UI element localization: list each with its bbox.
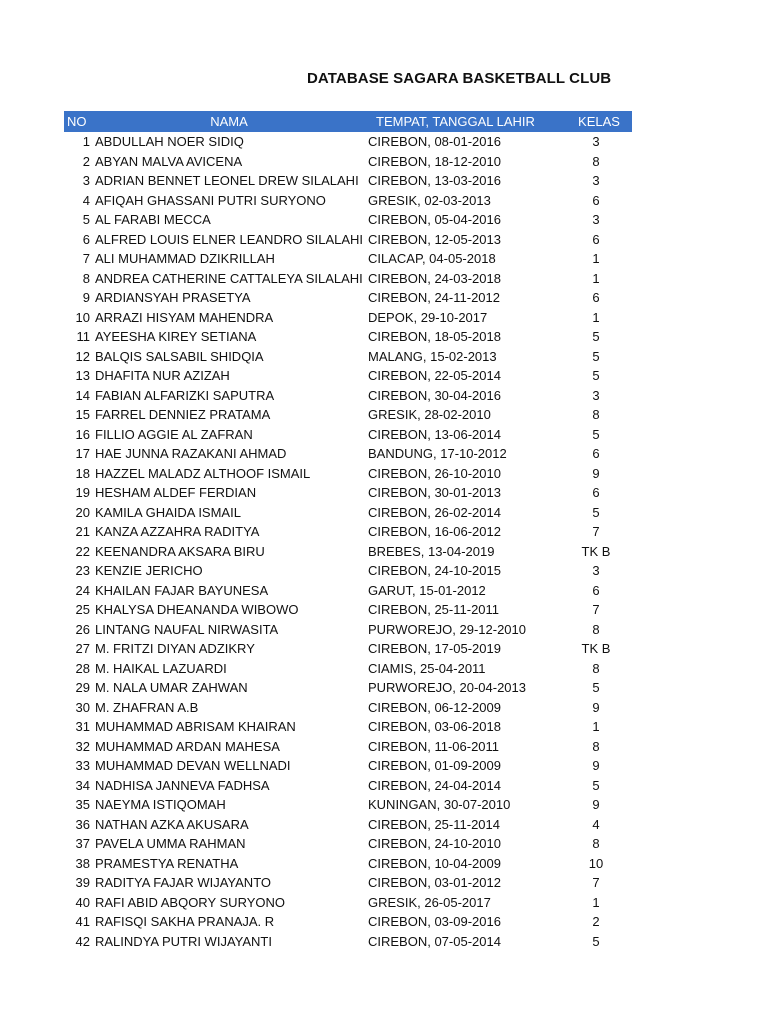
row-kelas: 6 [592, 485, 600, 501]
row-nama: ANDREA CATHERINE CATTALEYA SILALAHI [95, 270, 363, 286]
row-nama: KEENANDRA AKSARA BIRU [95, 543, 265, 559]
table-row [64, 503, 632, 523]
row-nama: FARREL DENNIEZ PRATAMA [95, 407, 271, 423]
row-number: 31 [75, 719, 90, 735]
table-row [64, 893, 632, 913]
row-kelas: 5 [592, 680, 600, 696]
row-tempat-tanggal-lahir: CIREBON, 24-04-2014 [368, 777, 501, 793]
table-row [64, 834, 632, 854]
table-row [64, 425, 632, 445]
row-number: 38 [75, 855, 90, 871]
table-row [64, 152, 632, 172]
row-tempat-tanggal-lahir: CIREBON, 08-01-2016 [368, 134, 501, 150]
row-kelas: 6 [592, 290, 600, 306]
table-row [64, 347, 632, 367]
row-kelas: 8 [592, 621, 600, 637]
row-nama: M. HAIKAL LAZUARDI [95, 660, 227, 676]
row-tempat-tanggal-lahir: CIREBON, 30-04-2016 [368, 387, 501, 403]
row-tempat-tanggal-lahir: CIREBON, 24-11-2012 [368, 290, 500, 306]
row-tempat-tanggal-lahir: GARUT, 15-01-2012 [368, 582, 486, 598]
row-nama: M. FRITZI DIYAN ADZIKRY [95, 641, 255, 657]
row-kelas: 7 [592, 602, 600, 618]
table-row [64, 191, 632, 211]
row-number: 33 [75, 758, 90, 774]
row-kelas: 1 [592, 270, 600, 286]
row-number: 15 [75, 407, 90, 423]
row-tempat-tanggal-lahir: CIREBON, 25-11-2014 [368, 816, 500, 832]
table-row [64, 444, 632, 464]
row-kelas: 8 [592, 660, 600, 676]
row-nama: RADITYA FAJAR WIJAYANTO [95, 875, 272, 891]
table-row [64, 639, 632, 659]
row-number: 9 [82, 290, 90, 306]
row-nama: MUHAMMAD ARDAN MAHESA [95, 738, 280, 754]
row-tempat-tanggal-lahir: KUNINGAN, 30-07-2010 [368, 797, 511, 813]
table-row [64, 308, 632, 328]
row-kelas: 8 [592, 407, 600, 423]
row-tempat-tanggal-lahir: PURWOREJO, 29-12-2010 [368, 621, 526, 637]
row-number: 12 [75, 348, 90, 364]
row-tempat-tanggal-lahir: CIREBON, 16-06-2012 [368, 524, 501, 540]
row-tempat-tanggal-lahir: BANDUNG, 17-10-2012 [368, 446, 507, 462]
row-nama: BALQIS SALSABIL SHIDQIA [95, 348, 264, 364]
row-kelas: 1 [592, 719, 600, 735]
row-nama: RAFISQI SAKHA PRANAJA. R [95, 914, 275, 930]
row-nama: KENZIE JERICHO [95, 563, 203, 579]
row-number: 20 [75, 504, 90, 520]
table-row [64, 756, 632, 776]
row-kelas: 8 [592, 836, 600, 852]
row-kelas: 3 [592, 134, 600, 150]
row-tempat-tanggal-lahir: CIREBON, 13-03-2016 [368, 173, 501, 189]
table-row [64, 912, 632, 932]
table-row [64, 561, 632, 581]
row-nama: HAZZEL MALADZ ALTHOOF ISMAIL [95, 465, 311, 481]
row-nama: AFIQAH GHASSANI PUTRI SURYONO [95, 192, 326, 208]
row-number: 34 [75, 777, 90, 793]
row-tempat-tanggal-lahir: CIREBON, 01-09-2009 [368, 758, 501, 774]
row-kelas: 3 [592, 563, 600, 579]
row-tempat-tanggal-lahir: CIREBON, 25-11-2011 [368, 602, 500, 618]
row-nama: KHALYSA DHEANANDA WIBOWO [95, 602, 299, 618]
row-number: 6 [82, 231, 90, 247]
row-number: 3 [82, 173, 90, 189]
row-tempat-tanggal-lahir: MALANG, 15-02-2013 [368, 348, 497, 364]
row-number: 35 [75, 797, 90, 813]
row-nama: ARDIANSYAH PRASETYA [95, 290, 251, 306]
row-kelas: 5 [592, 368, 600, 384]
row-nama: DHAFITA NUR AZIZAH [95, 368, 230, 384]
row-nama: HESHAM ALDEF FERDIAN [95, 485, 257, 501]
row-kelas: 5 [592, 933, 600, 949]
header-tempat-tanggal-lahir: TEMPAT, TANGGAL LAHIR [376, 114, 535, 129]
row-nama: AL FARABI MECCA [95, 212, 211, 228]
header-nama: NAMA [210, 114, 248, 129]
row-tempat-tanggal-lahir: CIREBON, 26-02-2014 [368, 504, 501, 520]
table-row [64, 386, 632, 406]
row-nama: ABDULLAH NOER SIDIQ [95, 134, 244, 150]
row-number: 30 [75, 699, 90, 715]
row-kelas: 5 [592, 777, 600, 793]
row-tempat-tanggal-lahir: CIREBON, 11-06-2011 [368, 738, 500, 754]
row-tempat-tanggal-lahir: CILACAP, 04-05-2018 [368, 251, 496, 267]
table-row [64, 873, 632, 893]
row-tempat-tanggal-lahir: CIREBON, 10-04-2009 [368, 855, 501, 871]
table-body [64, 132, 632, 951]
row-tempat-tanggal-lahir: CIREBON, 30-01-2013 [368, 485, 501, 501]
row-number: 18 [75, 465, 90, 481]
row-number: 14 [75, 387, 90, 403]
row-kelas: 9 [592, 797, 600, 813]
row-tempat-tanggal-lahir: PURWOREJO, 20-04-2013 [368, 680, 526, 696]
row-kelas: 3 [592, 173, 600, 189]
row-kelas: 5 [592, 504, 600, 520]
row-tempat-tanggal-lahir: CIREBON, 24-10-2010 [368, 836, 501, 852]
member-table [64, 111, 632, 951]
row-tempat-tanggal-lahir: CIREBON, 22-05-2014 [368, 368, 501, 384]
row-nama: RAFI ABID ABQORY SURYONO [95, 894, 286, 910]
row-number: 2 [82, 153, 90, 169]
table-row [64, 288, 632, 308]
row-nama: M. ZHAFRAN A.B [95, 699, 199, 715]
row-tempat-tanggal-lahir: CIREBON, 12-05-2013 [368, 231, 501, 247]
row-number: 4 [82, 192, 90, 208]
row-kelas: 5 [592, 329, 600, 345]
row-kelas: 5 [592, 348, 600, 364]
row-number: 22 [75, 543, 90, 559]
row-nama: MUHAMMAD ABRISAM KHAIRAN [95, 719, 296, 735]
table-row [64, 776, 632, 796]
row-nama: PRAMESTYA RENATHA [95, 855, 239, 871]
row-tempat-tanggal-lahir: DEPOK, 29-10-2017 [368, 309, 488, 325]
table-row [64, 542, 632, 562]
row-tempat-tanggal-lahir: CIREBON, 05-04-2016 [368, 212, 501, 228]
row-number: 16 [75, 426, 90, 442]
table-row [64, 269, 632, 289]
row-nama: KHAILAN FAJAR BAYUNESA [95, 582, 269, 598]
row-number: 42 [75, 933, 90, 949]
row-kelas: 9 [592, 758, 600, 774]
row-nama: KAMILA GHAIDA ISMAIL [95, 504, 241, 520]
row-kelas: 4 [592, 816, 600, 832]
row-tempat-tanggal-lahir: CIAMIS, 25-04-2011 [368, 660, 486, 676]
row-number: 37 [75, 836, 90, 852]
table-row [64, 249, 632, 269]
row-number: 19 [75, 485, 90, 501]
row-nama: ADRIAN BENNET LEONEL DREW SILALAHI [95, 173, 359, 189]
row-number: 1 [82, 134, 90, 150]
table-row [64, 171, 632, 191]
row-nama: NATHAN AZKA AKUSARA [95, 816, 249, 832]
table-row [64, 815, 632, 835]
row-nama: PAVELA UMMA RAHMAN [95, 836, 246, 852]
table-row [64, 210, 632, 230]
row-nama: RALINDYA PUTRI WIJAYANTI [95, 933, 272, 949]
table-row [64, 717, 632, 737]
table-header [64, 111, 632, 132]
row-number: 29 [75, 680, 90, 696]
row-number: 39 [75, 875, 90, 891]
document-title: DATABASE SAGARA BASKETBALL CLUB [307, 70, 612, 87]
table-row [64, 854, 632, 874]
table-row [64, 620, 632, 640]
row-tempat-tanggal-lahir: CIREBON, 07-05-2014 [368, 933, 501, 949]
table-row [64, 698, 632, 718]
row-kelas: TK B [581, 641, 611, 657]
row-nama: FABIAN ALFARIZKI SAPUTRA [95, 387, 275, 403]
row-number: 24 [75, 582, 90, 598]
row-number: 5 [82, 212, 90, 228]
table-row [64, 405, 632, 425]
row-tempat-tanggal-lahir: GRESIK, 26-05-2017 [368, 894, 491, 910]
table-row [64, 327, 632, 347]
row-nama: ABYAN MALVA AVICENA [95, 153, 243, 169]
row-number: 25 [75, 602, 90, 618]
table-row [64, 932, 632, 952]
row-kelas: 5 [592, 426, 600, 442]
table-row [64, 600, 632, 620]
row-number: 13 [75, 368, 90, 384]
row-nama: MUHAMMAD DEVAN WELLNADI [95, 758, 291, 774]
table-row [64, 230, 632, 250]
row-nama: ALFRED LOUIS ELNER LEANDRO SILALAHI [95, 231, 364, 247]
row-kelas: 9 [592, 699, 600, 715]
row-kelas: 1 [592, 251, 600, 267]
row-tempat-tanggal-lahir: CIREBON, 03-09-2016 [368, 914, 501, 930]
row-kelas: 7 [592, 875, 600, 891]
row-kelas: 8 [592, 153, 600, 169]
row-kelas: 6 [592, 582, 600, 598]
row-tempat-tanggal-lahir: CIREBON, 18-12-2010 [368, 153, 501, 169]
header-no: NO [67, 114, 87, 129]
row-number: 40 [75, 894, 90, 910]
row-kelas: 6 [592, 192, 600, 208]
table-row [64, 483, 632, 503]
row-kelas: 1 [592, 894, 600, 910]
row-number: 32 [75, 738, 90, 754]
row-number: 23 [75, 563, 90, 579]
row-tempat-tanggal-lahir: CIREBON, 24-10-2015 [368, 563, 501, 579]
table-row [64, 678, 632, 698]
row-kelas: 1 [592, 309, 600, 325]
row-tempat-tanggal-lahir: CIREBON, 24-03-2018 [368, 270, 501, 286]
table-row [64, 795, 632, 815]
row-number: 26 [75, 621, 90, 637]
row-kelas: 8 [592, 738, 600, 754]
table-row [64, 737, 632, 757]
row-nama: NADHISA JANNEVA FADHSA [95, 777, 270, 793]
row-tempat-tanggal-lahir: CIREBON, 18-05-2018 [368, 329, 501, 345]
table-row [64, 132, 632, 152]
row-nama: KANZA AZZAHRA RADITYA [95, 524, 260, 540]
row-number: 10 [75, 309, 90, 325]
row-tempat-tanggal-lahir: CIREBON, 17-05-2019 [368, 641, 501, 657]
header-kelas: KELAS [578, 114, 620, 129]
row-tempat-tanggal-lahir: CIREBON, 03-06-2018 [368, 719, 501, 735]
row-tempat-tanggal-lahir: CIREBON, 06-12-2009 [368, 699, 501, 715]
table-row [64, 522, 632, 542]
row-kelas: 6 [592, 446, 600, 462]
row-kelas: 10 [588, 855, 604, 871]
row-tempat-tanggal-lahir: BREBES, 13-04-2019 [368, 543, 495, 559]
row-number: 28 [75, 660, 90, 676]
row-kelas: 3 [592, 212, 600, 228]
row-nama: ARRAZI HISYAM MAHENDRA [95, 309, 274, 325]
row-tempat-tanggal-lahir: GRESIK, 02-03-2013 [368, 192, 491, 208]
row-kelas: 3 [592, 387, 600, 403]
table-row [64, 366, 632, 386]
row-number: 11 [76, 329, 90, 345]
table-row [64, 581, 632, 601]
row-kelas: 2 [592, 914, 600, 930]
row-tempat-tanggal-lahir: GRESIK, 28-02-2010 [368, 407, 491, 423]
row-tempat-tanggal-lahir: CIREBON, 13-06-2014 [368, 426, 501, 442]
row-nama: ALI MUHAMMAD DZIKRILLAH [95, 251, 275, 267]
row-nama: M. NALA UMAR ZAHWAN [95, 680, 248, 696]
row-number: 41 [75, 914, 90, 930]
row-nama: LINTANG NAUFAL NIRWASITA [95, 621, 279, 637]
row-nama: FILLIO AGGIE AL ZAFRAN [95, 426, 253, 442]
row-number: 8 [82, 270, 90, 286]
row-number: 36 [75, 816, 90, 832]
row-kelas: 7 [592, 524, 600, 540]
row-kelas: TK B [581, 543, 611, 559]
row-kelas: 6 [592, 231, 600, 247]
row-nama: HAE JUNNA RAZAKANI AHMAD [95, 446, 287, 462]
row-kelas: 9 [592, 465, 600, 481]
table-row [64, 659, 632, 679]
table-row [64, 464, 632, 484]
row-number: 7 [82, 251, 90, 267]
row-tempat-tanggal-lahir: CIREBON, 03-01-2012 [368, 875, 501, 891]
row-nama: NAEYMA ISTIQOMAH [95, 797, 226, 813]
row-nama: AYEESHA KIREY SETIANA [95, 329, 257, 345]
row-number: 17 [75, 446, 90, 462]
row-number: 21 [75, 524, 90, 540]
row-number: 27 [75, 641, 90, 657]
row-tempat-tanggal-lahir: CIREBON, 26-10-2010 [368, 465, 501, 481]
